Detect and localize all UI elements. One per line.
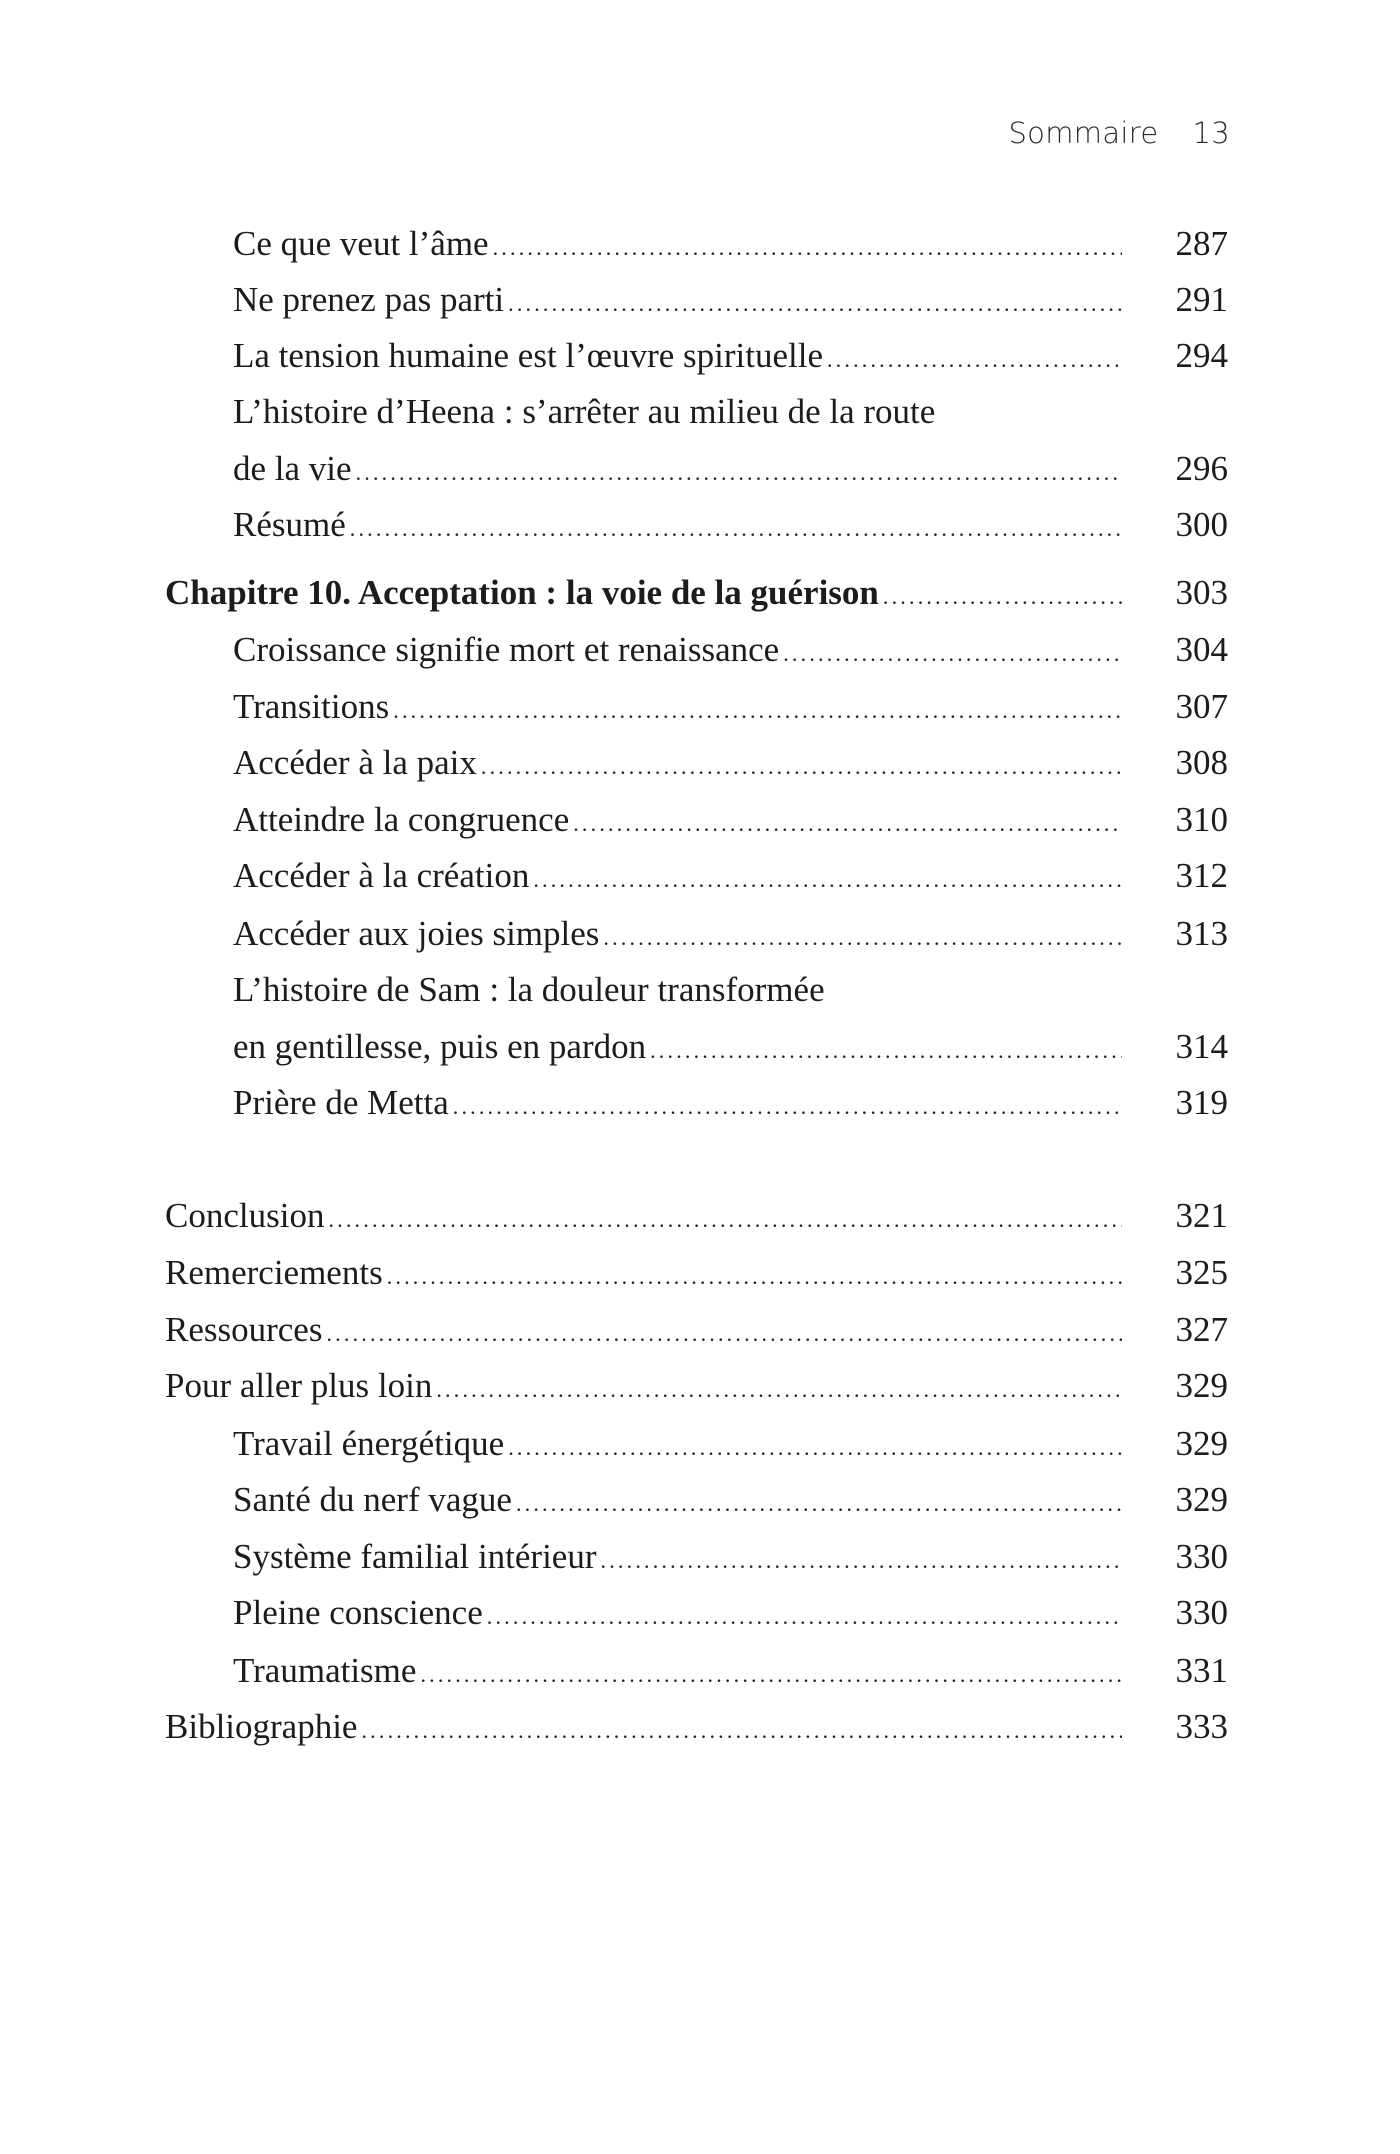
toc-entry-title: Pleine conscience [233, 1593, 483, 1632]
toc-entry-page: 325 [1175, 1253, 1228, 1292]
toc-entry-page: 330 [1175, 1537, 1228, 1576]
toc-entry-title: Travail énergétique [233, 1424, 505, 1463]
dot-leader [650, 1038, 1122, 1064]
toc-entry-page: 321 [1175, 1196, 1228, 1235]
toc-entry-page: 303 [1175, 573, 1228, 612]
toc-entry-continuation[interactable] [233, 449, 1228, 499]
toc-entry-title: Bibliographie [165, 1707, 358, 1746]
toc-entry[interactable] [233, 856, 1228, 906]
running-header-page-number: 13 [1192, 116, 1230, 150]
toc-entry-title: Résumé [233, 505, 346, 544]
dot-leader [361, 1718, 1122, 1744]
toc-entry[interactable] [233, 336, 1228, 386]
dot-leader [883, 584, 1122, 610]
toc-entry[interactable] [233, 1480, 1228, 1530]
toc-entry-title: Croissance signifie mort et renaissance [233, 630, 780, 669]
running-header [1008, 116, 1230, 150]
toc-entry-title: Accéder à la création [233, 856, 530, 895]
dot-leader [326, 1321, 1122, 1347]
toc-entry[interactable] [233, 970, 1228, 1020]
toc-entry[interactable] [233, 280, 1228, 330]
dot-leader [487, 1604, 1122, 1630]
dot-leader [573, 811, 1122, 837]
toc-entry[interactable] [233, 1083, 1228, 1133]
toc-entry-page: 329 [1175, 1424, 1228, 1463]
dot-leader [827, 347, 1122, 373]
toc-entry-page: 300 [1175, 505, 1228, 544]
toc-entry-continuation[interactable] [233, 1027, 1228, 1077]
dot-leader [516, 1491, 1122, 1517]
dot-leader [356, 460, 1122, 486]
dot-leader [453, 1094, 1122, 1120]
toc-entry-title: L’histoire de Sam : la douleur transformée [233, 970, 825, 1009]
dot-leader [603, 925, 1122, 951]
toc-entry-title: Traumatisme [233, 1651, 417, 1690]
toc-entry[interactable] [165, 1707, 1228, 1757]
toc-entry-page: 333 [1175, 1707, 1228, 1746]
toc-entry[interactable] [233, 800, 1228, 850]
toc-entry-page: 307 [1175, 687, 1228, 726]
dot-leader [328, 1207, 1122, 1233]
dot-leader [601, 1548, 1122, 1574]
dot-leader [393, 698, 1122, 724]
toc-entry-page: 291 [1175, 280, 1228, 319]
toc-entry-page: 313 [1175, 914, 1228, 953]
dot-leader [493, 235, 1122, 261]
toc-entry[interactable] [233, 1593, 1228, 1643]
toc-entry[interactable] [233, 1651, 1228, 1701]
toc-entry-page: 330 [1175, 1593, 1228, 1632]
toc-entry-page: 319 [1175, 1083, 1228, 1122]
toc-entry-title: La tension humaine est l’œuvre spirituelle [233, 336, 823, 375]
toc-entry-title: Transitions [233, 687, 390, 726]
toc-entry-title: Accéder à la paix [233, 743, 477, 782]
toc-entry-page: 296 [1175, 449, 1228, 488]
toc-entry-page: 314 [1175, 1027, 1228, 1066]
dot-leader [508, 291, 1122, 317]
toc-entry-title: Pour aller plus loin [165, 1366, 433, 1405]
toc-entry-page: 329 [1175, 1366, 1228, 1405]
dot-leader [481, 754, 1122, 780]
toc-entry-page: 287 [1175, 224, 1228, 263]
toc-entry[interactable] [233, 914, 1228, 964]
toc-entry-title: de la vie [233, 449, 352, 488]
dot-leader [508, 1435, 1122, 1461]
dot-leader [533, 867, 1122, 893]
toc-entry[interactable] [233, 224, 1228, 274]
toc-entry-title: Santé du nerf vague [233, 1480, 512, 1519]
toc-entry-page: 327 [1175, 1310, 1228, 1349]
toc-entry[interactable] [165, 1196, 1228, 1246]
toc-entry-title: Remerciements [165, 1253, 383, 1292]
toc-entry[interactable] [233, 743, 1228, 793]
running-header-section: Sommaire [1008, 116, 1159, 150]
toc-entry-page: 312 [1175, 856, 1228, 895]
toc-entry-page: 329 [1175, 1480, 1228, 1519]
toc-entry[interactable] [233, 505, 1228, 555]
toc-entry[interactable] [165, 1310, 1228, 1360]
dot-leader [436, 1377, 1122, 1403]
toc-entry-page: 308 [1175, 743, 1228, 782]
toc-entry-title: en gentillesse, puis en pardon [233, 1027, 647, 1066]
toc-entry[interactable] [233, 1424, 1228, 1474]
toc-entry-page: 294 [1175, 336, 1228, 375]
toc-entry-title: Prière de Metta [233, 1083, 449, 1122]
toc-entry[interactable] [233, 1537, 1228, 1587]
toc-entry-title: Ne prenez pas parti [233, 280, 505, 319]
toc-entry-title: Conclusion [165, 1196, 325, 1235]
dot-leader [420, 1662, 1122, 1688]
toc-entry-page: 304 [1175, 630, 1228, 669]
toc-entry-title: Ressources [165, 1310, 323, 1349]
toc-entry-title: Système familial intérieur [233, 1537, 597, 1576]
dot-leader [783, 641, 1122, 667]
toc-entry-page: 331 [1175, 1651, 1228, 1690]
dot-leader [387, 1264, 1122, 1290]
toc-entry[interactable] [233, 392, 1228, 442]
toc-chapter-entry[interactable] [165, 573, 1228, 623]
toc-entry-page: 310 [1175, 800, 1228, 839]
toc-chapter-title: Chapitre 10. Acceptation : la voie de la guérison [165, 573, 879, 612]
toc-entry-title: Atteindre la congruence [233, 800, 570, 839]
toc-entry-title: L’histoire d’Heena : s’arrêter au milieu de la route [233, 392, 936, 431]
toc-entry[interactable] [233, 687, 1228, 737]
toc-entry[interactable] [165, 1253, 1228, 1303]
dot-leader [350, 516, 1122, 542]
toc-entry-title: Accéder aux joies simples [233, 914, 600, 953]
toc-entry[interactable] [233, 630, 1228, 680]
toc-entry-title: Ce que veut l’âme [233, 224, 489, 263]
toc-entry[interactable] [165, 1366, 1228, 1416]
